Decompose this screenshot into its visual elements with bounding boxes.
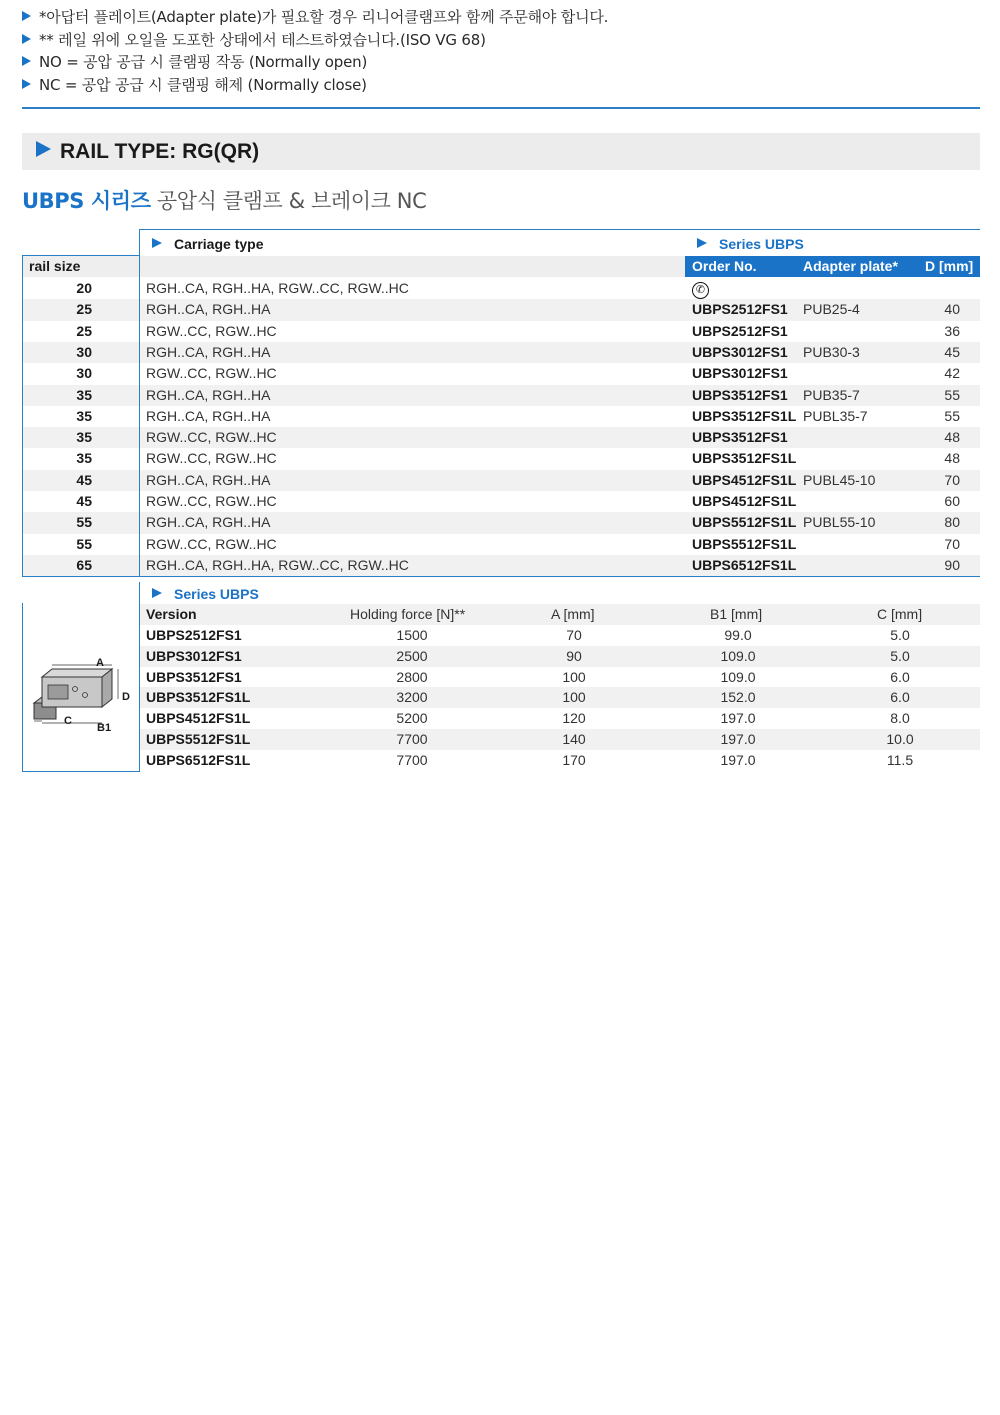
table-row: 65 RGH..CA, RGH..HA, RGW..CC, RGW..HC UBPS6512FS1L 90 — [22, 555, 980, 576]
col-d: D [mm] — [925, 258, 974, 274]
phone-icon: ✆ — [692, 282, 709, 299]
table-row: 20 RGH..CA, RGH..HA, RGW..CC, RGW..HC ✆ — [22, 278, 980, 299]
clamp-drawing — [30, 655, 135, 735]
dim-label-d: D — [122, 691, 130, 703]
rail-size-header: rail size — [22, 256, 139, 277]
series-header: Series UBPS — [697, 235, 804, 253]
table-row: 35 RGH..CA, RGH..HA UBPS3512FS1L PUBL35-7 55 — [76, 407, 960, 424]
arrow-right-icon — [22, 79, 31, 89]
table-row: 30 RGW..CC, RGW..HC UBPS3012FS1 42 — [76, 365, 960, 382]
table-row: 25 RGH..CA, RGH..HA UBPS2512FS1 PUB25-4 40 — [22, 299, 980, 320]
arrow-right-icon — [36, 141, 51, 157]
col-holding-force: Holding force [N]** — [350, 606, 466, 622]
table-row: 35 RGH..CA, RGH..HA UBPS3512FS1 PUB35-7 55 — [22, 385, 980, 406]
table-row: 45 RGH..CA, RGH..HA UBPS4512FS1L PUBL45-10 70 — [22, 470, 980, 491]
note-item: NC = 공압 공급 시 클램핑 해제 (Normally close) — [22, 74, 608, 97]
header-blank — [139, 256, 685, 277]
col-b1: B1 [mm] — [710, 606, 763, 622]
arrow-right-icon — [22, 11, 31, 21]
col-adapter-plate: Adapter plate* — [803, 258, 898, 274]
divider — [22, 771, 140, 772]
table-row: UBPS3012FS1 2500 90 109.0 5.0 — [139, 646, 980, 667]
divider — [139, 229, 980, 230]
arrow-right-icon — [22, 34, 31, 44]
order-header — [685, 256, 980, 277]
divider — [22, 603, 23, 772]
table-row: 55 RGH..CA, RGH..HA UBPS5512FS1L PUBL55-10 80 — [22, 512, 980, 533]
col-order-no: Order No. — [692, 258, 757, 274]
table-row: 45 RGW..CC, RGW..HC UBPS4512FS1L 60 — [76, 493, 960, 509]
table-row: 30 RGH..CA, RGH..HA UBPS3012FS1 PUB30-3 45 — [22, 342, 980, 363]
divider — [22, 576, 980, 577]
table-row: 35 RGW..CC, RGW..HC UBPS3512FS1L 48 — [76, 450, 960, 467]
divider — [139, 229, 140, 577]
section-title: RAIL TYPE: RG(QR) — [36, 139, 259, 165]
arrow-right-icon — [22, 56, 31, 66]
col-version: Version — [146, 606, 197, 622]
carriage-type-header: Carriage type — [152, 235, 263, 253]
spec-table-header — [139, 604, 980, 625]
divider — [139, 582, 140, 772]
col-c: C [mm] — [877, 606, 923, 622]
dim-label-b1: B1 — [97, 722, 112, 734]
series-header-2: Series UBPS — [152, 585, 259, 603]
divider — [22, 255, 23, 577]
table-row: UBPS4512FS1L 5200 120 197.0 8.0 — [146, 710, 910, 727]
note-item: NO = 공압 공급 시 클램핑 작동 (Normally open) — [22, 51, 608, 74]
arrow-right-icon — [697, 238, 707, 248]
notes-list — [22, 6, 608, 96]
dim-label-a: A — [96, 657, 104, 669]
product-subtitle: UBPS 시리즈 공압식 클램프 & 브레이크 NC — [22, 189, 427, 213]
divider — [22, 107, 980, 109]
table-row: UBPS5512FS1L 7700 140 197.0 10.0 — [139, 729, 980, 750]
arrow-right-icon — [152, 238, 162, 248]
table-row: 55 RGW..CC, RGW..HC UBPS5512FS1L 70 — [76, 535, 960, 552]
clamp-dimension-diagram — [30, 655, 135, 735]
table-row: UBPS3512FS1 2800 100 109.0 6.0 — [146, 668, 910, 685]
table-row: 35 RGW..CC, RGW..HC UBPS3512FS1 48 — [22, 427, 980, 448]
col-a: A [mm] — [551, 606, 595, 622]
dim-label-c: C — [64, 715, 72, 727]
table-row: UBPS3512FS1L 3200 100 152.0 6.0 — [139, 687, 980, 708]
table-row: UBPS2512FS1 1500 70 99.0 5.0 — [146, 627, 910, 643]
table-row: 25 RGW..CC, RGW..HC UBPS2512FS1 36 — [76, 322, 960, 339]
note-item: ** 레일 위에 오일을 도포한 상태에서 테스트하였습니다.(ISO VG 68) — [22, 29, 608, 52]
note-item: *아답터 플레이트(Adapter plate)가 필요할 경우 리니어클램프와 함께 주문해야 합니다. — [22, 6, 608, 29]
table-row: UBPS6512FS1L 7700 170 197.0 11.5 — [146, 751, 914, 768]
arrow-right-icon — [152, 588, 162, 598]
